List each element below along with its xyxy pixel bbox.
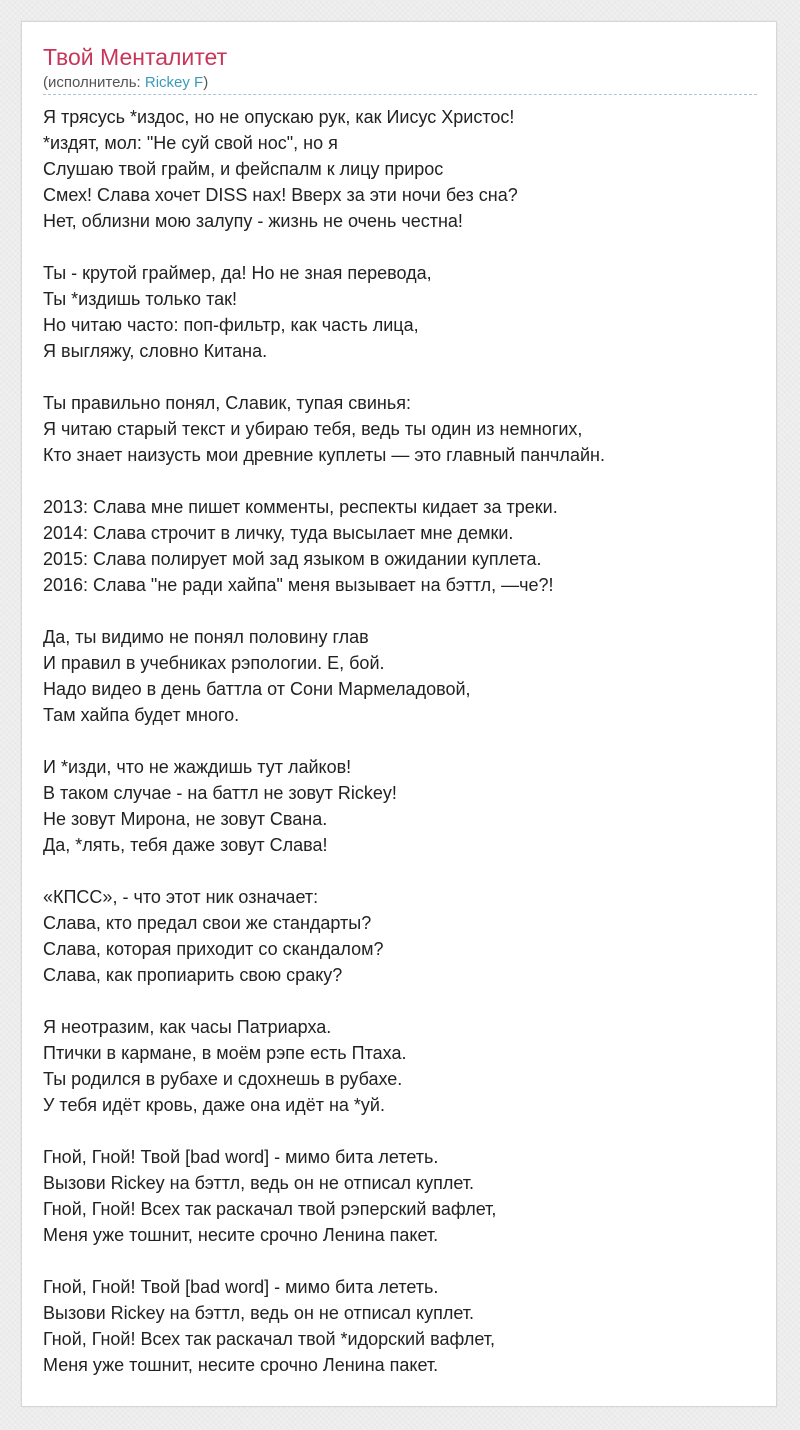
stanza-gap bbox=[43, 858, 763, 884]
artist-suffix: ) bbox=[203, 74, 209, 91]
stanza-gap bbox=[43, 364, 763, 390]
lyric-line: Я неотразим, как часы Патриарха. bbox=[43, 1017, 332, 1037]
lyric-line: И правил в учебниках рэпологии. Е, бой. bbox=[43, 653, 385, 673]
lyric-line: Кто знает наизусть мои древние куплеты — это главный панчлайн. bbox=[43, 445, 605, 465]
lyric-line: 2016: Слава "не ради хайпа" меня вызывает на бэттл, —че?! bbox=[43, 575, 554, 595]
lyric-line: Да, ты видимо не понял половину глав bbox=[43, 627, 369, 647]
lyrics-body bbox=[43, 104, 763, 1378]
lyric-line: Ты *издишь только так! bbox=[43, 289, 237, 309]
artist-prefix: (исполнитель: bbox=[43, 74, 145, 91]
lyric-line: 2015: Слава полирует мой зад языком в ожидании куплета. bbox=[43, 549, 542, 569]
lyric-line: Слава, которая приходит со скандалом? bbox=[43, 939, 384, 959]
stanza-gap bbox=[43, 728, 763, 754]
lyric-line: Надо видео в день баттла от Сони Мармеладовой, bbox=[43, 679, 471, 699]
lyric-line: Ты правильно понял, Славик, тупая свинья: bbox=[43, 393, 411, 413]
artist-link[interactable]: Rickey F bbox=[144, 74, 204, 91]
song-title: Твой Менталитет bbox=[43, 44, 228, 70]
lyric-line: Слава, кто предал свои же стандарты? bbox=[43, 913, 372, 933]
stanza-gap bbox=[43, 988, 763, 1014]
lyrics-card bbox=[21, 21, 777, 1407]
lyric-line: 2013: Слава мне пишет комменты, респекты кидает за треки. bbox=[43, 497, 558, 517]
lyric-line: Я выгляжу, словно Китана. bbox=[43, 341, 268, 361]
stanza-gap bbox=[43, 598, 763, 624]
lyric-line: Да, *лять, тебя даже зовут Слава! bbox=[43, 835, 328, 855]
lyric-line: Ты - крутой граймер, да! Но не зная перевода, bbox=[43, 263, 432, 283]
lyric-line: Гной, Гной! Твой [bad word] - мимо бита лететь. bbox=[43, 1277, 439, 1297]
lyric-line: Слава, как пропиарить свою сраку? bbox=[43, 965, 343, 985]
lyric-line: Гной, Гной! Твой [bad word] - мимо бита лететь. bbox=[43, 1147, 439, 1167]
lyric-line: Вызови Rickey на бэттл, ведь он не отписал куплет. bbox=[43, 1173, 475, 1193]
stanza-gap bbox=[43, 234, 763, 260]
lyric-line: Я читаю старый текст и убираю тебя, ведь ты один из немногих, bbox=[43, 419, 583, 439]
stanza-gap bbox=[43, 468, 763, 494]
artist-line bbox=[43, 74, 208, 92]
lyric-line: 2014: Слава строчит в личку, туда высылает мне демки. bbox=[43, 523, 514, 543]
lyric-line: Слушаю твой грайм, и фейспалм к лицу прирос bbox=[43, 159, 444, 179]
lyric-line: Не зовут Мирона, не зовут Свана. bbox=[43, 809, 328, 829]
lyric-line: Нет, облизни мою залупу - жизнь не очень честна! bbox=[43, 211, 463, 231]
lyric-line: Но читаю часто: поп-фильтр, как часть лица, bbox=[43, 315, 419, 335]
stanza-gap bbox=[43, 1248, 763, 1274]
lyric-line: Ты родился в рубахе и сдохнешь в рубахе. bbox=[43, 1069, 403, 1089]
lyric-line: Гной, Гной! Всех так раскачал твой рэперский вафлет, bbox=[43, 1199, 497, 1219]
lyric-line: У тебя идёт кровь, даже она идёт на *уй. bbox=[43, 1095, 385, 1115]
lyric-line: «КПСС», - что этот ник означает: bbox=[43, 887, 319, 907]
lyric-line: Меня уже тошнит, несите срочно Ленина пакет. bbox=[43, 1355, 439, 1375]
lyric-line: Я трясусь *издос, но не опускаю рук, как Иисус Христос! bbox=[43, 107, 515, 127]
lyric-line: И *изди, что не жаждишь тут лайков! bbox=[43, 757, 352, 777]
lyric-line: В таком случае - на баттл не зовут Rickey! bbox=[43, 783, 397, 803]
stanza-gap bbox=[43, 1118, 763, 1144]
lyric-line: Вызови Rickey на бэттл, ведь он не отписал куплет. bbox=[43, 1303, 475, 1323]
title-divider bbox=[43, 94, 757, 95]
lyric-line: Меня уже тошнит, несите срочно Ленина пакет. bbox=[43, 1225, 439, 1245]
lyric-line: Птички в кармане, в моём рэпе есть Птаха. bbox=[43, 1043, 407, 1063]
lyric-line: Гной, Гной! Всех так раскачал твой *идорский вафлет, bbox=[43, 1329, 496, 1349]
lyric-line: *издят, мол: "Не суй свой нос", но я bbox=[43, 133, 338, 153]
lyric-line: Там хайпа будет много. bbox=[43, 705, 240, 725]
lyric-line: Смех! Слава хочет DISS нах! Вверх за эти ночи без сна? bbox=[43, 185, 518, 205]
